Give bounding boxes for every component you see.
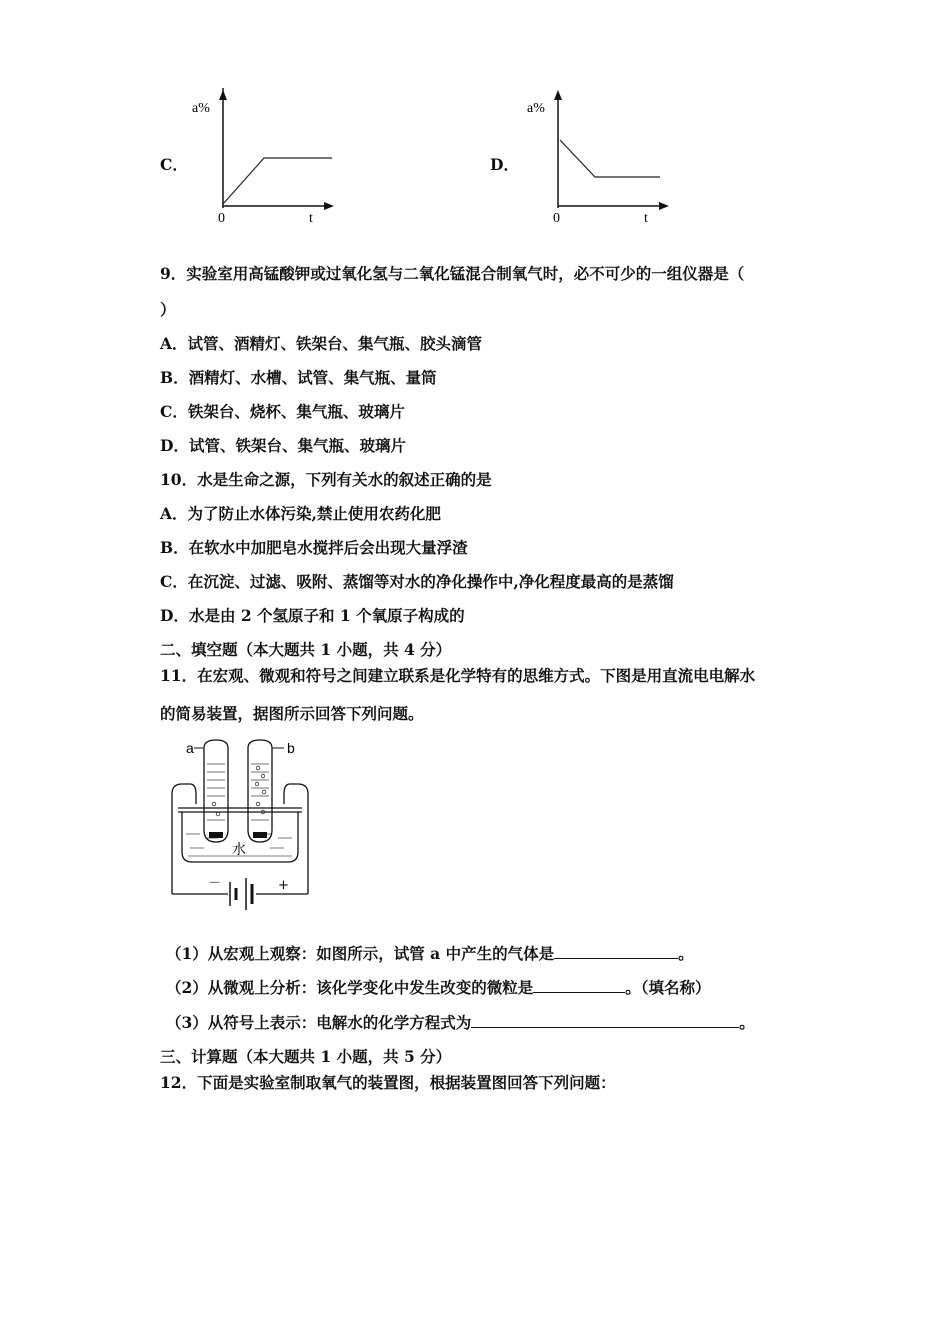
x-label: t: [309, 211, 313, 226]
electrolysis-apparatus: [160, 734, 320, 923]
graph-d: [523, 88, 683, 232]
q11-part2: （2）从微观上分析：该化学变化中发生改变的微粒是 。（填名称）: [166, 978, 711, 997]
answer-blank-2[interactable]: [533, 978, 625, 993]
x-axis-arrow: [324, 202, 334, 210]
section-2-heading: 二、填空题（本大题共 1 小题，共 4 分）: [160, 640, 452, 659]
tube-b-label: b: [287, 740, 295, 756]
option-d-label: D．: [490, 155, 519, 174]
q9-option-c: C．铁架台、烧杯、集气瓶、玻璃片: [160, 402, 405, 421]
y-label: a%: [527, 101, 545, 116]
q10-option-b: B．在软水中加肥皂水搅拌后会出现大量浮渣: [160, 538, 468, 557]
water-label: 水: [232, 842, 246, 858]
q11-stem-line1: 11．在宏观、微观和符号之间建立联系是化学特有的思维方式。下图是用直流电电解水: [160, 666, 756, 685]
q11-part1: （1）从宏观上观察：如图所示，试管 a 中产生的气体是 。: [166, 944, 694, 963]
electrode-a: [209, 832, 223, 838]
tube-b: [248, 740, 272, 842]
electrode-b: [253, 832, 267, 838]
negative-terminal: －: [208, 876, 222, 891]
origin-label: 0: [218, 211, 225, 226]
y-axis-arrow: [554, 90, 562, 100]
q9-option-d: D．试管、铁架台、集气瓶、玻璃片: [160, 436, 406, 455]
q10-option-d: D．水是由 2 个氢原子和 1 个氧原子构成的: [160, 606, 465, 625]
tube-a: [204, 740, 228, 842]
tube-a-label: a: [186, 740, 194, 756]
y-axis-arrow: [219, 90, 227, 100]
q12-stem: 12．下面是实验室制取氧气的装置图，根据装置图回答下列问题：: [160, 1073, 616, 1092]
q9-option-b: B．酒精灯、水槽、试管、集气瓶、量筒: [160, 368, 437, 387]
q9-stem-line1: 9．实验室用高锰酸钾或过氧化氢与二氧化锰混合制氧气时，必不可少的一组仪器是（: [160, 264, 745, 283]
q10-stem: 10．水是生命之源，下列有关水的叙述正确的是: [160, 470, 492, 489]
graph-c: [188, 88, 348, 232]
q10-option-a: A．为了防止水体污染,禁止使用农药化肥: [160, 504, 441, 523]
q9-stem-line2: ）: [160, 300, 176, 319]
origin-label: 0: [553, 211, 560, 226]
curve-c: [223, 158, 332, 204]
section-3-heading: 三、计算题（本大题共 1 小题，共 5 分）: [160, 1047, 452, 1066]
y-label: a%: [192, 101, 210, 116]
q10-option-c: C．在沉淀、过滤、吸附、蒸馏等对水的净化操作中,净化程度最高的是蒸馏: [160, 572, 674, 591]
answer-blank-1[interactable]: [554, 944, 678, 959]
q9-option-a: A．试管、酒精灯、铁架台、集气瓶、胶头滴管: [160, 334, 483, 353]
curve-d: [560, 140, 660, 177]
option-c-label: C．: [160, 155, 188, 174]
x-label: t: [644, 211, 648, 226]
x-axis-arrow: [659, 202, 669, 210]
positive-terminal: +: [278, 878, 289, 893]
answer-blank-3[interactable]: [471, 1013, 739, 1028]
q11-stem-line2: 的简易装置，据图所示回答下列问题。: [160, 704, 424, 723]
q11-part3: （3）从符号上表示：电解水的化学方程式为 。: [166, 1013, 755, 1032]
